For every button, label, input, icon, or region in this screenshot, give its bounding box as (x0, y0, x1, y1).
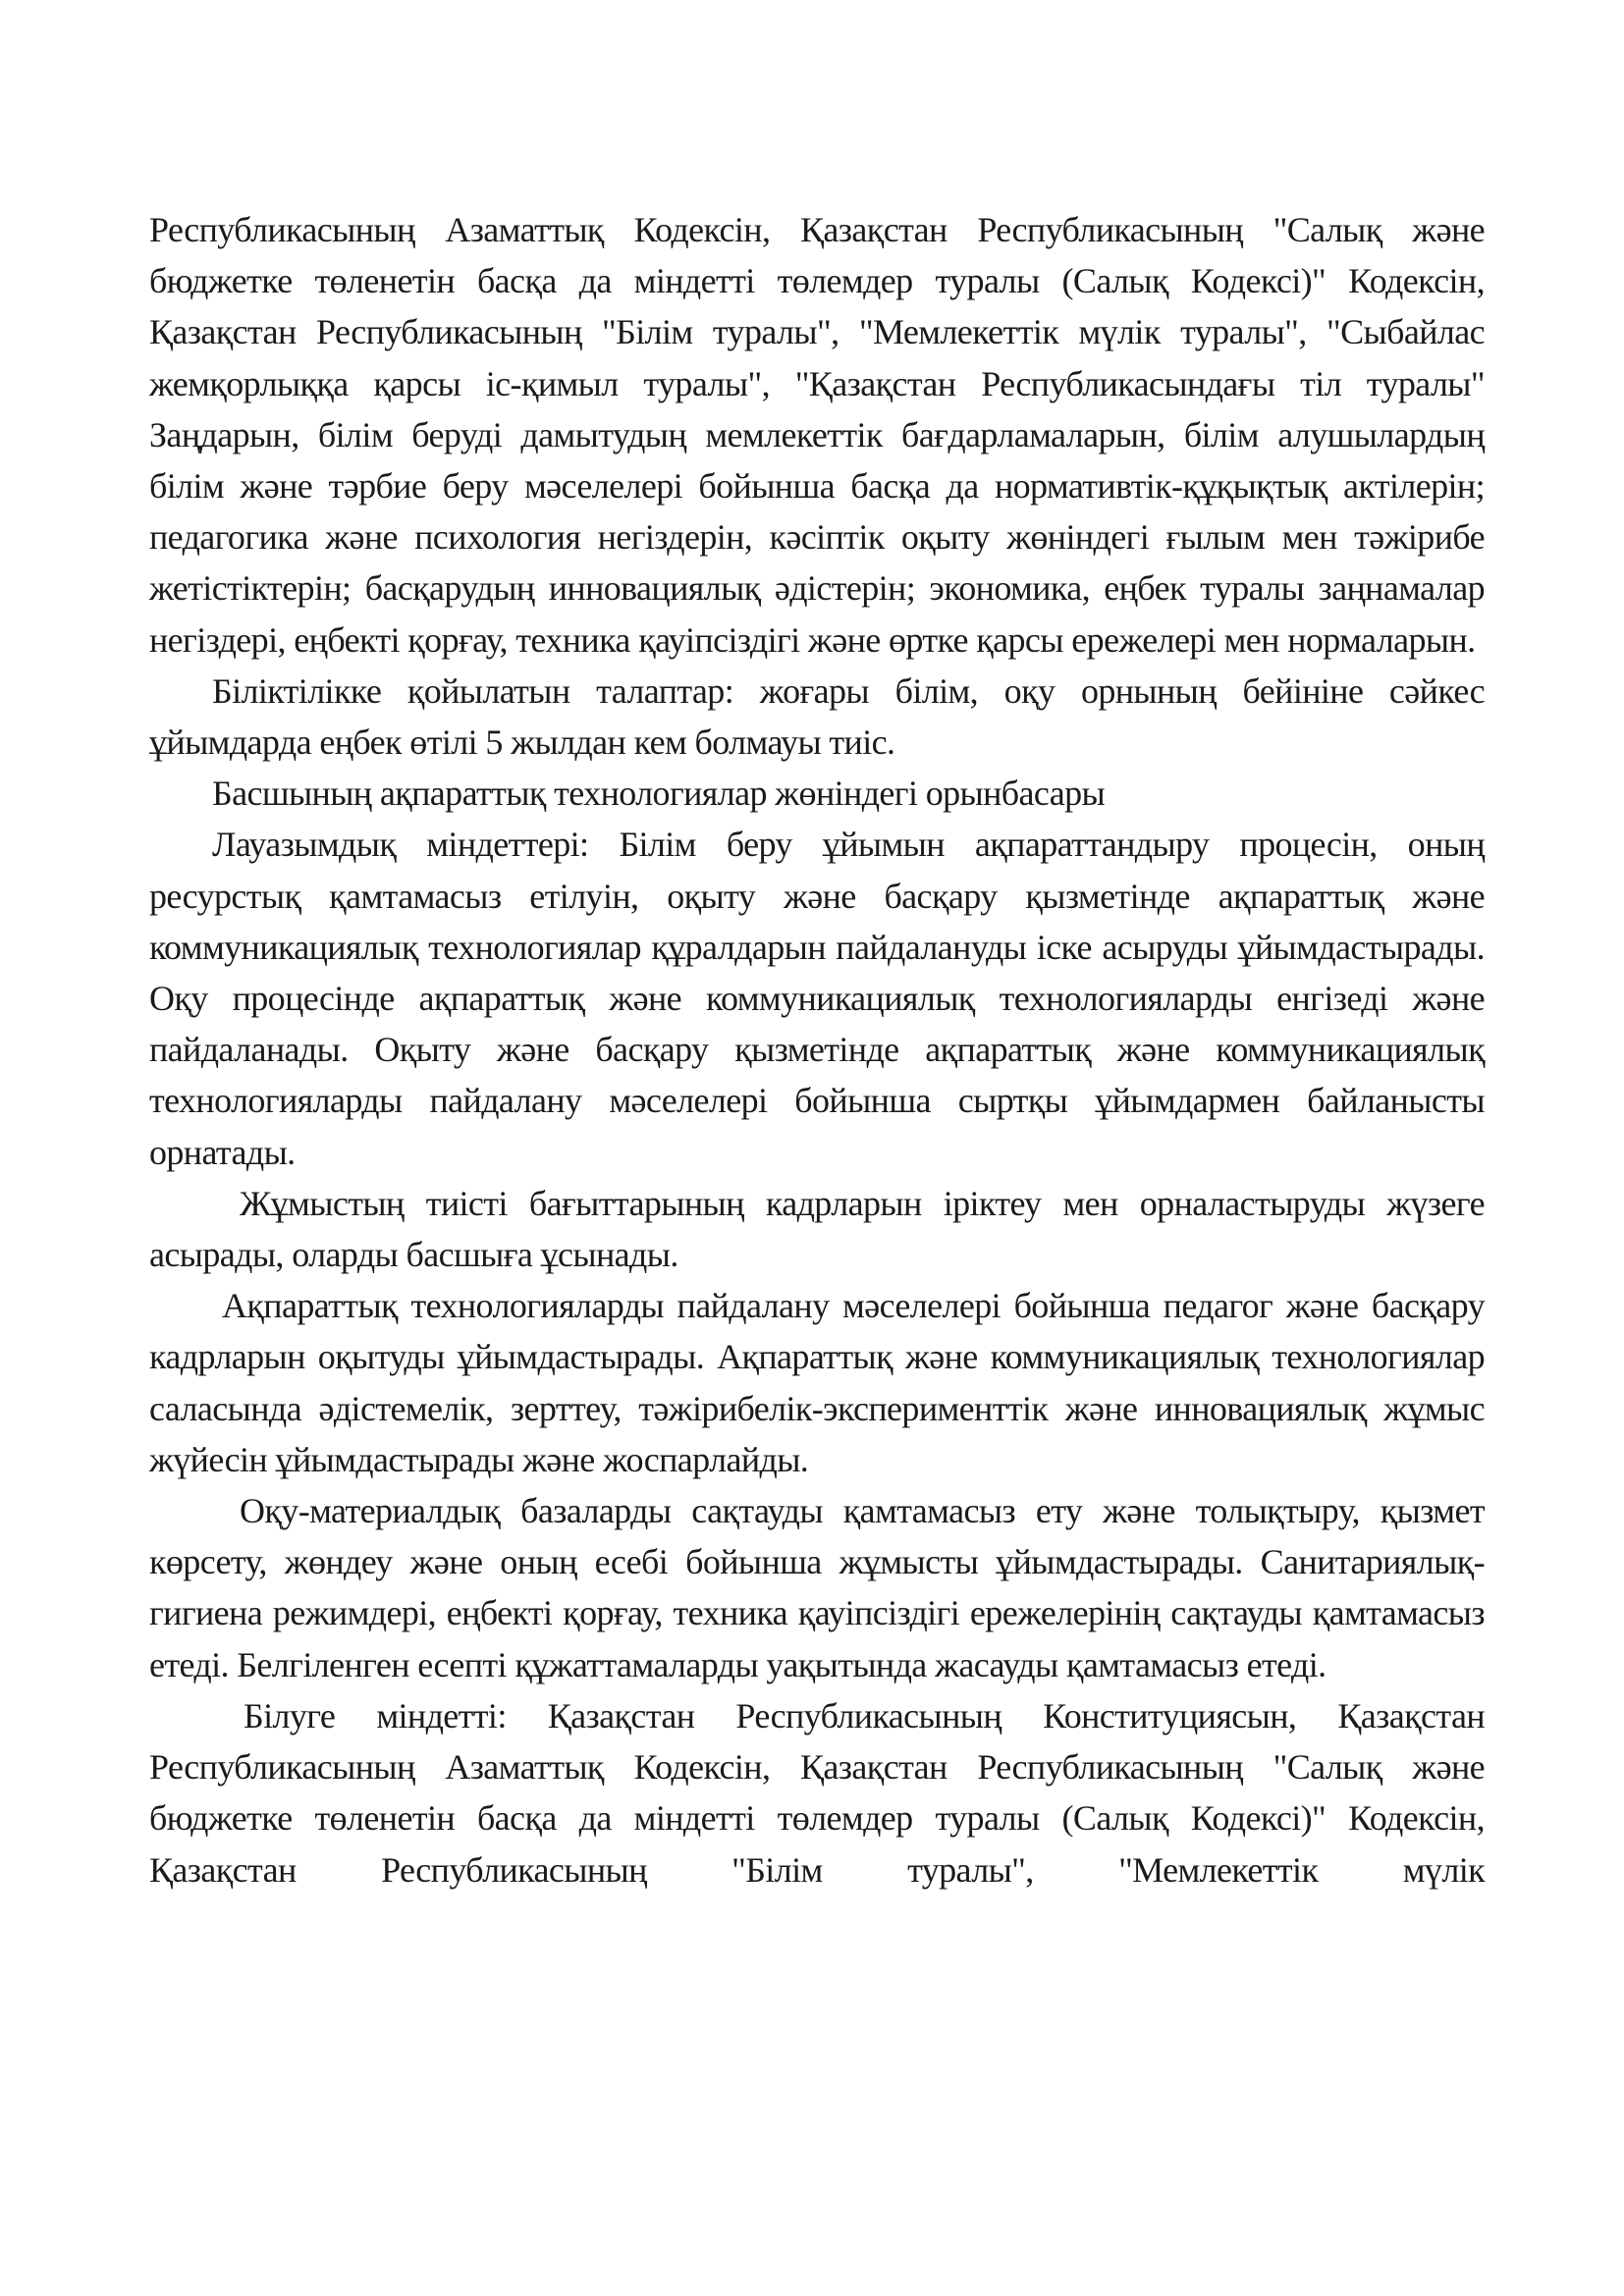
paragraph-qualification-requirements: Біліктілікке қойылатын талаптар: жоғары білім, оқу орнының бейініне сәйкес ұйымдарда еңбек өтілі 5 жылдан кем болмауы тиіс. (149, 670, 1485, 763)
paragraph-personnel-selection: Жұмыстың тиісті бағыттарының кадрларын іріктеу мен орналастыруды жүзеге асырады, оларды басшыға ұсынады. (149, 1183, 1485, 1275)
paragraph-knowledge-requirements-continued: Республикасының Азаматтық Кодексін, Қазақстан Республикасының "Салық және бюджетке төленетін басқа да міндетті төлемдер туралы (Салық Кодексі)" Кодексін, Қазақстан Республикасының "Білім туралы", "Мемлекеттік мүлік туралы", "Сыбайлас жемқорлыққа қарсы іс-қимыл туралы", "Қазақстан Республикасындағы тіл туралы" Заңдарын, білім беруді дамытудың мемлекеттік бағдарламаларын, білім алушылардың білім және тәрбие беру мәселелері бойынша басқа да нормативтік-құқықтық актілерін; педагогика және психология негіздерін, кәсіптік оқыту жөніндегі ғылым мен тәжірибе жетістіктерін; басқарудың инновациялық әдістерін; экономика, еңбек туралы заңнамалар негіздері, еңбекті қорғау, техника қауіпсіздігі және өртке қарсы ережелері мен нормаларын. (149, 210, 1485, 660)
paragraph-job-duties: Лауазымдық міндеттері: Білім беру ұйымын ақпараттандыру процесін, оның ресурстық қамтамасыз етілуін, оқыту және басқару қызметінде ақпараттық және коммуникациялық технологиялар құралдарын пайдалануды іске асыруды ұйымдастырады. Оқу процесінде ақпараттық және коммуникациялық технологияларды енгізеді және пайдаланады. Оқыту және басқару қызметінде ақпараттық және коммуникациялық технологияларды пайдалану мәселелері бойынша сыртқы ұйымдармен байланысты орнатады. (149, 825, 1485, 1172)
section-heading-deputy-it: Басшының ақпараттық технологиялар жөніндегі орынбасары (212, 774, 1106, 814)
paragraph-staff-training: Ақпараттық технологияларды пайдалану мәселелері бойынша педагог және басқару кадрларын оқытуды ұйымдастырады. Ақпараттық және коммуникациялық технологиялар саласында әдістемелік, зерттеу, тәжірибелік-эксперименттік және инновациялық жұмыс жүйесін ұйымдастырады және жоспарлайды. (149, 1286, 1485, 1479)
paragraph-material-base: Оқу-материалдық базаларды сақтауды қамтамасыз ету және толықтыру, қызмет көрсету, жөндеу және оның есебі бойынша жұмысты ұйымдастырады. Санитариялық-гигиена режимдері, еңбекті қорғау, техника қауіпсіздігі ережелерінің сақтауды қамтамасыз етеді. Белгіленген есепті құжаттамаларды уақытында жасауды қамтамасыз етеді. (149, 1491, 1485, 1684)
paragraph-must-know: Білуге міндетті: Қазақстан Республикасының Конституциясын, Қазақстан Республикасының Азаматтық Кодексін, Қазақстан Республикасының "Салық және бюджетке төленетін басқа да міндетті төлемдер туралы (Салық Кодексі)" Кодексін, Қазақстан Республикасының "Білім туралы", "Мемлекеттік мүлік (149, 1695, 1485, 1890)
document-page (149, 204, 1485, 1896)
